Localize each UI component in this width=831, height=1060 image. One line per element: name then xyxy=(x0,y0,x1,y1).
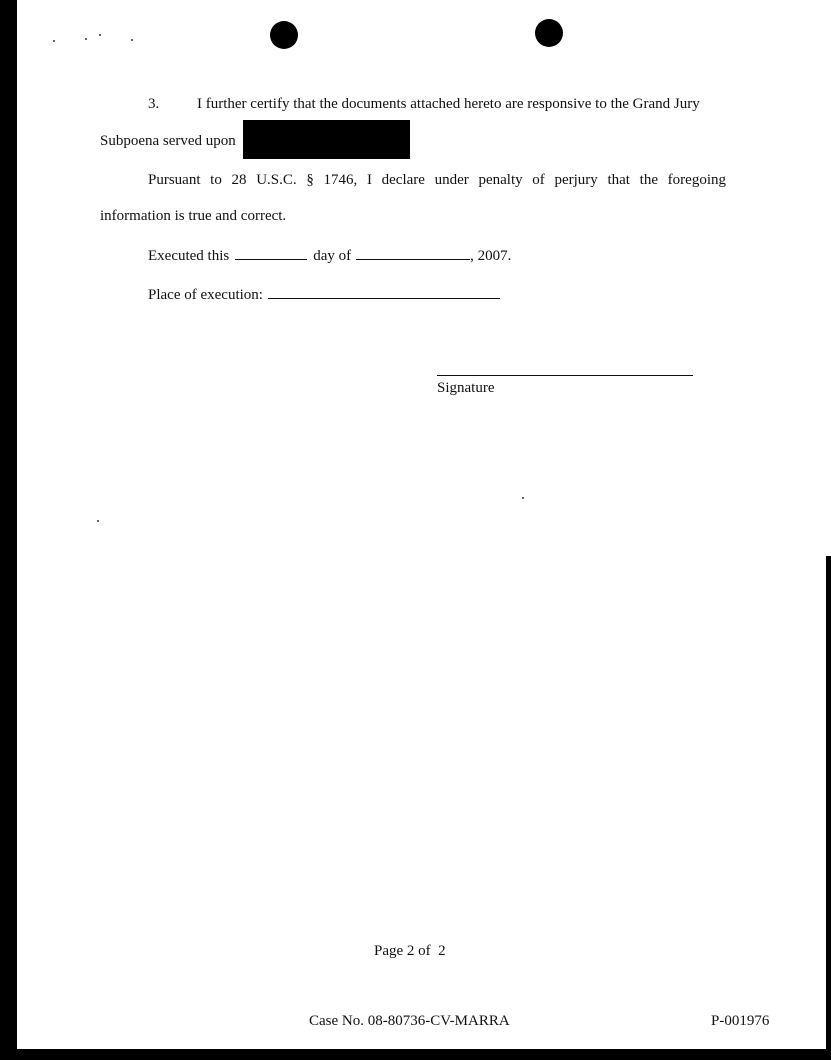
signature-line xyxy=(437,375,693,376)
day-blank xyxy=(235,245,307,260)
day-of-label: day of xyxy=(313,248,352,264)
declaration-continuation: information is true and correct. xyxy=(100,208,287,224)
bates-number: P-001976 xyxy=(711,1013,770,1029)
paragraph-number: 3. xyxy=(148,96,160,112)
scan-speck xyxy=(131,39,133,41)
scan-speck xyxy=(97,520,99,522)
paragraph-text: I further certify that the documents attached hereto are responsive to the Grand Jury xyxy=(197,96,700,112)
place-blank xyxy=(268,284,500,299)
declaration-text: Pursuant to 28 U.S.C. § 1746, I declare under penalty of perjury that the foregoing xyxy=(148,172,726,188)
executed-label: Executed this xyxy=(148,248,230,264)
scan-speck xyxy=(99,34,101,36)
page-number: Page 2 of 2 xyxy=(374,943,446,959)
signature-label: Signature xyxy=(437,380,495,396)
scan-edge-left xyxy=(0,0,17,1060)
scan-edge-bottom xyxy=(0,1049,831,1060)
year-suffix: , 2007. xyxy=(470,248,512,264)
executed-line xyxy=(148,245,511,265)
paragraph-continuation: Subpoena served upon xyxy=(100,133,236,149)
punch-hole-left xyxy=(270,21,298,49)
scan-edge-right xyxy=(826,556,831,1060)
place-line xyxy=(148,284,500,304)
month-blank xyxy=(356,245,470,260)
redaction-box xyxy=(243,120,410,159)
place-label: Place of execution: xyxy=(148,287,263,303)
scan-speck xyxy=(53,40,55,42)
scan-speck xyxy=(522,497,524,499)
scan-speck xyxy=(85,38,87,40)
case-number: Case No. 08-80736-CV-MARRA xyxy=(309,1013,510,1029)
punch-hole-right xyxy=(535,19,563,47)
